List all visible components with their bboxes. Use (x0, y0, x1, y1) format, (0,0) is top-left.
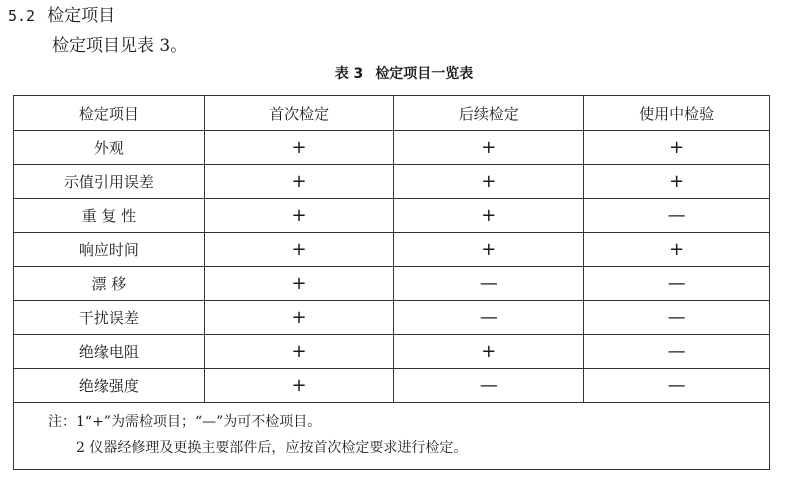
table-row (14, 199, 770, 233)
header-subsequent-verification: 后续检定 (394, 96, 584, 131)
first-mark: + (204, 131, 394, 165)
subsequent-mark: + (394, 233, 584, 267)
section-number: 5.2 (8, 7, 36, 25)
in-use-mark: — (584, 267, 770, 301)
table-notes (14, 403, 770, 470)
section-heading (8, 4, 115, 28)
item-cell: 响应时间 (14, 233, 205, 267)
subsequent-mark: + (394, 131, 584, 165)
subsequent-mark: + (394, 199, 584, 233)
item-cell: 绝缘电阻 (14, 335, 205, 369)
table-row (14, 165, 770, 199)
in-use-mark: + (584, 233, 770, 267)
first-mark: + (204, 335, 394, 369)
in-use-mark: + (584, 165, 770, 199)
header-first-verification: 首次检定 (204, 96, 394, 131)
in-use-mark: — (584, 369, 770, 403)
table-row (14, 335, 770, 369)
table-note-1: 注：1“+”为需检项目；“—”为可不检项目。 (48, 414, 322, 430)
first-mark: + (204, 165, 394, 199)
in-use-mark: + (584, 131, 770, 165)
table-caption-number: 表 3 (334, 66, 364, 82)
item-cell: 漂 移 (14, 267, 205, 301)
table-row (14, 369, 770, 403)
item-cell: 外观 (14, 131, 205, 165)
table-caption (0, 63, 808, 85)
first-mark: + (204, 199, 394, 233)
first-mark: + (204, 267, 394, 301)
in-use-mark: — (584, 301, 770, 335)
first-mark: + (204, 301, 394, 335)
first-mark: + (204, 369, 394, 403)
table-row (14, 267, 770, 301)
table-row (14, 233, 770, 267)
item-cell: 干扰误差 (14, 301, 205, 335)
first-mark: + (204, 233, 394, 267)
item-cell: 示值引用误差 (14, 165, 205, 199)
inspection-items-table (13, 95, 770, 470)
item-cell: 重 复 性 (14, 199, 205, 233)
table-row (14, 131, 770, 165)
subsequent-mark: — (394, 267, 584, 301)
item-cell: 绝缘强度 (14, 369, 205, 403)
header-in-use-inspection: 使用中检验 (584, 96, 770, 131)
in-use-mark: — (584, 335, 770, 369)
table-notes-row (14, 403, 770, 470)
table-header-row (14, 96, 770, 131)
header-item: 检定项目 (14, 96, 205, 131)
table-caption-title: 检定项目一览表 (375, 66, 474, 82)
section-intro: 检定项目见表 3。 (52, 36, 188, 56)
subsequent-mark: + (394, 165, 584, 199)
subsequent-mark: + (394, 335, 584, 369)
section-title: 检定项目 (47, 6, 116, 26)
in-use-mark: — (584, 199, 770, 233)
table-note-2: 2 仪器经修理及更换主要部件后，应按首次检定要求进行检定。 (76, 440, 468, 456)
subsequent-mark: — (394, 369, 584, 403)
table-row (14, 301, 770, 335)
subsequent-mark: — (394, 301, 584, 335)
